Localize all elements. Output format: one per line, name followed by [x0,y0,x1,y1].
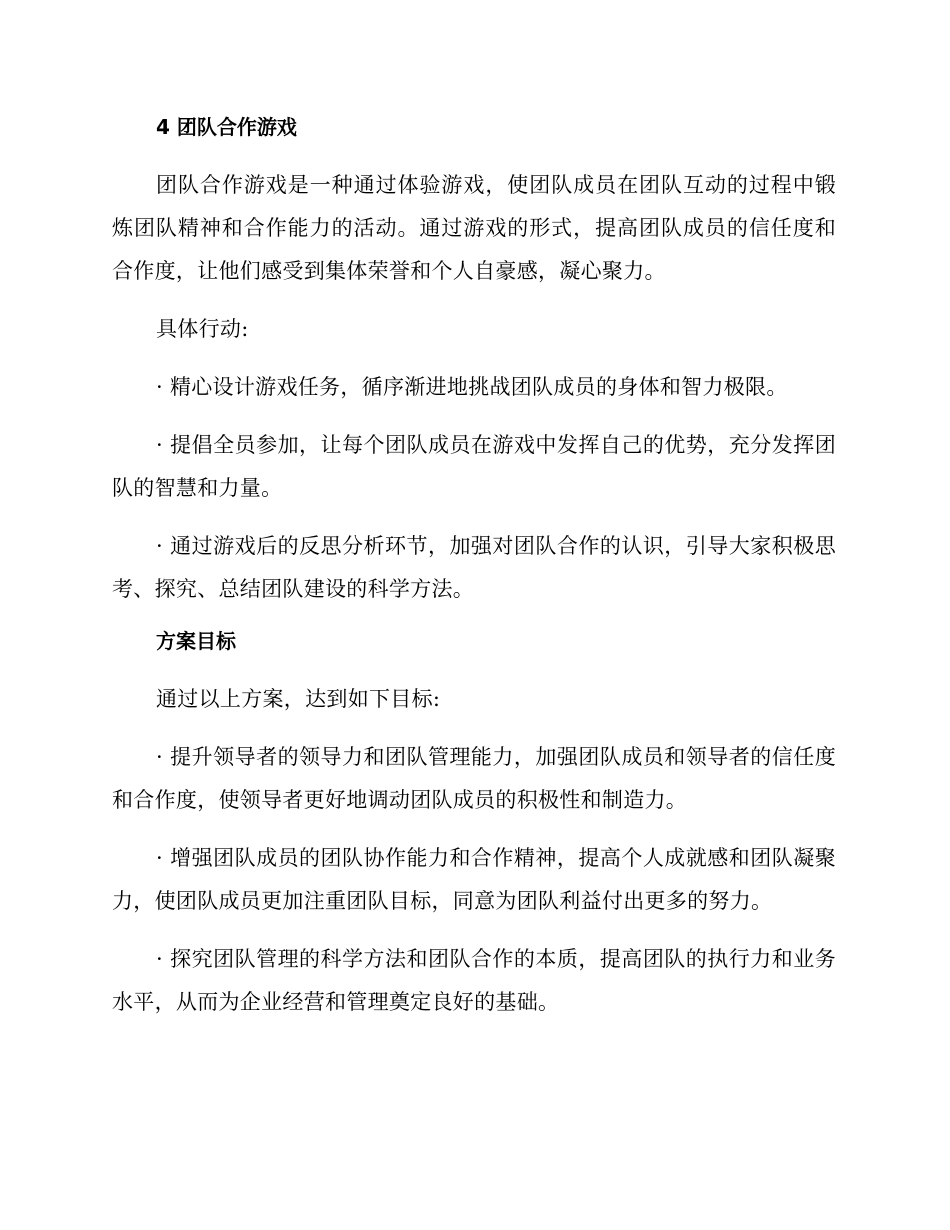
paragraph-goals-intro: 通过以上方案，达到如下目标: [156,687,441,711]
paragraph-intro: 团队合作游戏是一种通过体验游戏，使团队成员在团队互动的过程中锻炼团队精神和合作能力的活动。通过游戏的形式，提高团队成员的信任度和合作度，让他们感受到集体荣誉和个人自豪感，凝心聚力。 [112,173,836,283]
bullet-leadership: · 提升领导者的领导力和团队管理能力，加强团队成员和领导者的信任度和合作度，使领导者更好地调动团队成员的积极性和制造力。 [112,745,836,812]
bullet-management-methods: · 探究团队管理的科学方法和团队合作的本质，提高团队的执行力和业务水平，从而为企业经营和管理奠定良好的基础。 [112,947,836,1014]
section-heading-team-games: 4 团队合作游戏 [156,115,297,139]
bullet-full-participation: · 提倡全员参加，让每个团队成员在游戏中发挥自己的优势，充分发挥团队的智慧和力量。 [112,433,836,500]
bullet-reflection: · 通过游戏后的反思分析环节，加强对团队合作的认识，引导大家积极思考、探究、总结团队建设的科学方法。 [112,534,836,601]
bullet-collaboration: · 增强团队成员的团队协作能力和合作精神，提高个人成就感和团队凝聚力，使团队成员更加注重团队目标，同意为团队利益付出更多的努力。 [112,846,836,913]
document-content [112,112,836,1039]
section-heading-goals: 方案目标 [156,629,236,653]
bullet-design-tasks: · 精心设计游戏任务，循序渐进地挑战团队成员的身体和智力极限。 [156,375,788,399]
paragraph-actions-label: 具体行动: [156,317,249,341]
